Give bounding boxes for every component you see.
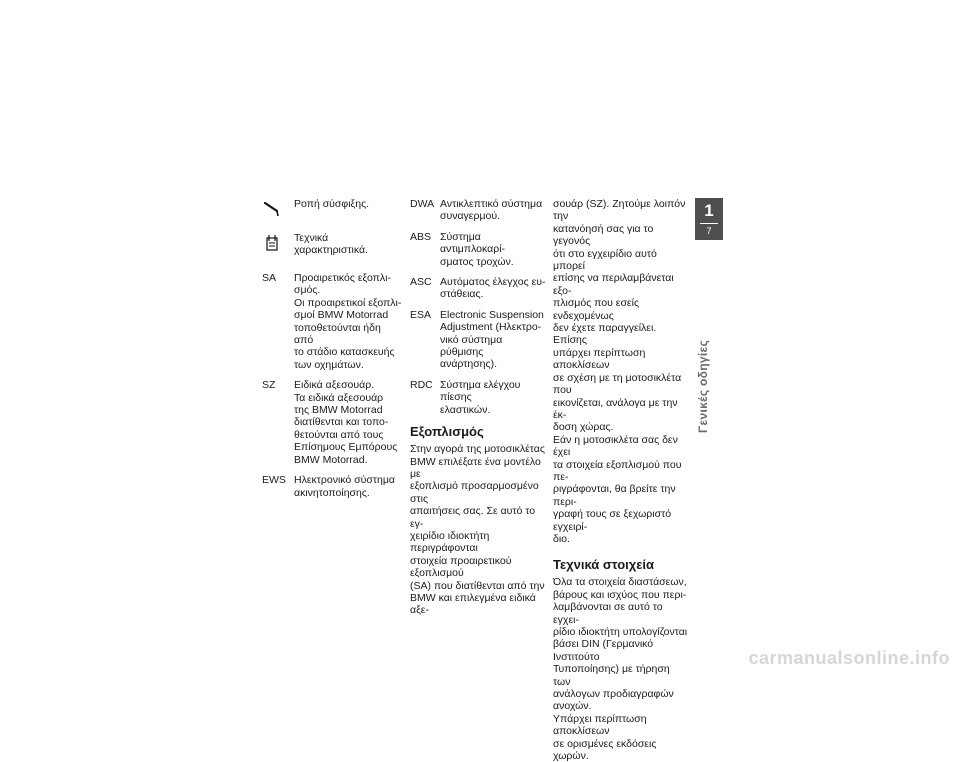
column-1 bbox=[262, 198, 402, 507]
text-line: Υπάρχει περίπτωση αποκλίσεων bbox=[553, 712, 647, 738]
definition-line: της BMW Motorrad bbox=[294, 404, 383, 417]
definition-line: Επίσημους Εμπόρους bbox=[294, 441, 398, 454]
text-line: εξοπλισμό προσαρμοσμένο στις bbox=[410, 480, 539, 505]
text-line: ότι στο εγχειρίδιο αυτό μπορεί bbox=[553, 247, 657, 273]
text-line: διο. bbox=[553, 532, 570, 545]
chapter-tab bbox=[695, 198, 723, 240]
definition-line: στάθειας. bbox=[440, 288, 484, 301]
legend-text: Τεχνικά χαρακτηριστικά. bbox=[294, 232, 368, 257]
definition-line: ανάρτησης). bbox=[440, 358, 497, 371]
text-line: δοση χώρας. bbox=[553, 421, 614, 434]
text-line: ριγράφονται, θα βρείτε την περι- bbox=[553, 483, 676, 508]
abbreviation-row bbox=[262, 474, 402, 499]
paragraph bbox=[410, 443, 546, 617]
abbreviation-row bbox=[410, 379, 546, 416]
abbreviation-row bbox=[410, 309, 546, 371]
column-2 bbox=[410, 198, 546, 617]
abbreviation: ASC bbox=[410, 276, 432, 289]
text-line: επίσης να περιλαμβάνεται εξο- bbox=[553, 272, 674, 297]
definition-line: σματος τροχών. bbox=[440, 255, 514, 268]
definition-line: διατίθενται και τοπο- bbox=[294, 416, 389, 429]
definition-line: ακινητοποίησης. bbox=[294, 486, 370, 499]
paragraph bbox=[553, 198, 689, 434]
definition-line: ελαστικών. bbox=[440, 403, 491, 416]
text-line: υπάρχει περίπτωση αποκλίσεων bbox=[553, 346, 646, 372]
text-line: στοιχεία προαιρετικού εξοπλισμού bbox=[410, 554, 512, 580]
text-line: ρίδιο ιδιοκτήτη υπολογίζονται bbox=[553, 626, 688, 638]
definition-line: Ειδικά αξεσουάρ. bbox=[294, 379, 375, 392]
abbreviation: SA bbox=[262, 272, 277, 284]
abbreviation: EWS bbox=[262, 474, 286, 487]
legend-row-technical-data bbox=[262, 232, 402, 264]
definition-line: Ηλεκτρονικό σύστημα bbox=[294, 474, 395, 487]
abbreviation-row bbox=[410, 231, 546, 268]
definition-line: τοποθετούνται ήδη από bbox=[294, 321, 381, 347]
definition-line: θετούνται από τους bbox=[294, 428, 384, 441]
page-number: 7 bbox=[706, 226, 712, 236]
definition-line: Adjustment (Ηλεκτρο- bbox=[440, 321, 542, 334]
chapter-side-title: Γενικές οδηγίες bbox=[696, 340, 710, 433]
abbreviation: SZ bbox=[262, 379, 276, 392]
text-line: λαμβάνονται σε αυτό το εγχει- bbox=[553, 601, 663, 626]
text-line: σουάρ (SZ). Ζητούμε λοιπόν την bbox=[553, 198, 686, 223]
paragraph bbox=[553, 434, 689, 546]
abbreviation: ESA bbox=[410, 308, 432, 321]
legend-text: Ροπή σύσφιξης. bbox=[294, 198, 370, 210]
definition-line: Electronic Suspension bbox=[440, 308, 544, 321]
abbreviation-row bbox=[410, 198, 546, 223]
definition-line: BMW Motorrad. bbox=[294, 453, 368, 466]
abbreviation-row bbox=[410, 276, 546, 301]
definition-line: σμός. bbox=[294, 284, 321, 297]
text-line: βάσει DIN (Γερμανικό Ινστιτούτο bbox=[553, 638, 654, 663]
abbreviation: RDC bbox=[410, 378, 433, 391]
watermark: carmanualsonline.info bbox=[748, 648, 950, 668]
definition-line: Προαιρετικός εξοπλι- bbox=[294, 272, 391, 284]
tab-divider bbox=[700, 223, 718, 224]
text-line: ανάλογων προδιαγραφών ανοχών. bbox=[553, 688, 674, 713]
text-line: γραφή τους σε ξεχωριστό εγχειρί- bbox=[553, 508, 672, 533]
abbreviation: DWA bbox=[410, 198, 435, 210]
column-3 bbox=[553, 198, 689, 762]
definition-line: το στάδιο κατασκευής bbox=[294, 346, 395, 359]
technical-data-icon bbox=[262, 232, 284, 254]
abbreviation-row bbox=[262, 379, 402, 466]
definition-line: συναγερμού. bbox=[440, 210, 500, 223]
legend-row-torque bbox=[262, 198, 402, 224]
text-line: βάρους και ισχύος που περι- bbox=[553, 588, 687, 601]
abbreviation-list bbox=[262, 272, 402, 499]
text-line: σε σχέση με τη μοτοσικλέτα που bbox=[553, 371, 682, 397]
text-line: Στην αγορά της μοτοσικλέτας bbox=[410, 443, 545, 456]
definition-line: σμοί BMW Motorrad bbox=[294, 309, 389, 322]
definition-line: Σύστημα ελέγχου πίεσης bbox=[440, 378, 521, 404]
text-line: τα στοιχεία εξοπλισμού που πε- bbox=[553, 458, 682, 483]
definition-line: Οι προαιρετικοί εξοπλι- bbox=[294, 296, 402, 309]
text-line: χειρίδιο ιδιοκτήτη περιγράφονται bbox=[410, 529, 490, 555]
definition-line: Σύστημα αντιμπλοκαρί- bbox=[440, 230, 506, 256]
text-line: (SA) που διατίθενται από την bbox=[410, 579, 545, 592]
text-line: BMW επιλέξατε ένα μοντέλο με bbox=[410, 455, 541, 480]
text-line: δεν έχετε παραγγείλει. Επίσης bbox=[553, 322, 657, 347]
definition-line: νικό σύστημα ρύθμισης bbox=[440, 333, 503, 359]
text-line: εικονίζεται, ανάλογα με την έκ- bbox=[553, 396, 678, 421]
abbreviation-list bbox=[410, 198, 546, 416]
text-line: Εάν η μοτοσικλέτα σας δεν έχει bbox=[553, 433, 678, 459]
abbreviation: ABS bbox=[410, 230, 432, 243]
paragraph bbox=[553, 576, 689, 762]
chapter-number: 1 bbox=[704, 201, 714, 220]
text-line: BMW και επιλεγμένα ειδικά αξε- bbox=[410, 591, 536, 617]
text-line: πλισμός που εσείς ενδεχομένως bbox=[553, 297, 640, 322]
section-heading-technical-data: Τεχνικά στοιχεία bbox=[553, 557, 655, 573]
definition-line: Αυτόματος έλεγχος ευ- bbox=[440, 276, 546, 289]
text-line: κατανόησή σας για το γεγονός bbox=[553, 222, 654, 248]
section-heading-equipment: Εξοπλισμός bbox=[410, 424, 484, 440]
text-line: Τυποποίησης) με τήρηση των bbox=[553, 663, 670, 688]
definition-line: Τα ειδικά αξεσουάρ bbox=[294, 391, 384, 404]
definition-line: Αντικλεπτικό σύστημα bbox=[440, 198, 543, 210]
text-line: απαιτήσεις σας. Σε αυτό το εγ- bbox=[410, 505, 536, 530]
abbreviation-row bbox=[262, 272, 402, 371]
torque-wrench-icon bbox=[262, 198, 284, 220]
text-line: σε ορισμένες εκδόσεις χωρών. bbox=[553, 737, 657, 762]
text-line: Όλα τα στοιχεία διαστάσεων, bbox=[553, 576, 687, 589]
definition-line: των οχημάτων. bbox=[294, 358, 364, 371]
